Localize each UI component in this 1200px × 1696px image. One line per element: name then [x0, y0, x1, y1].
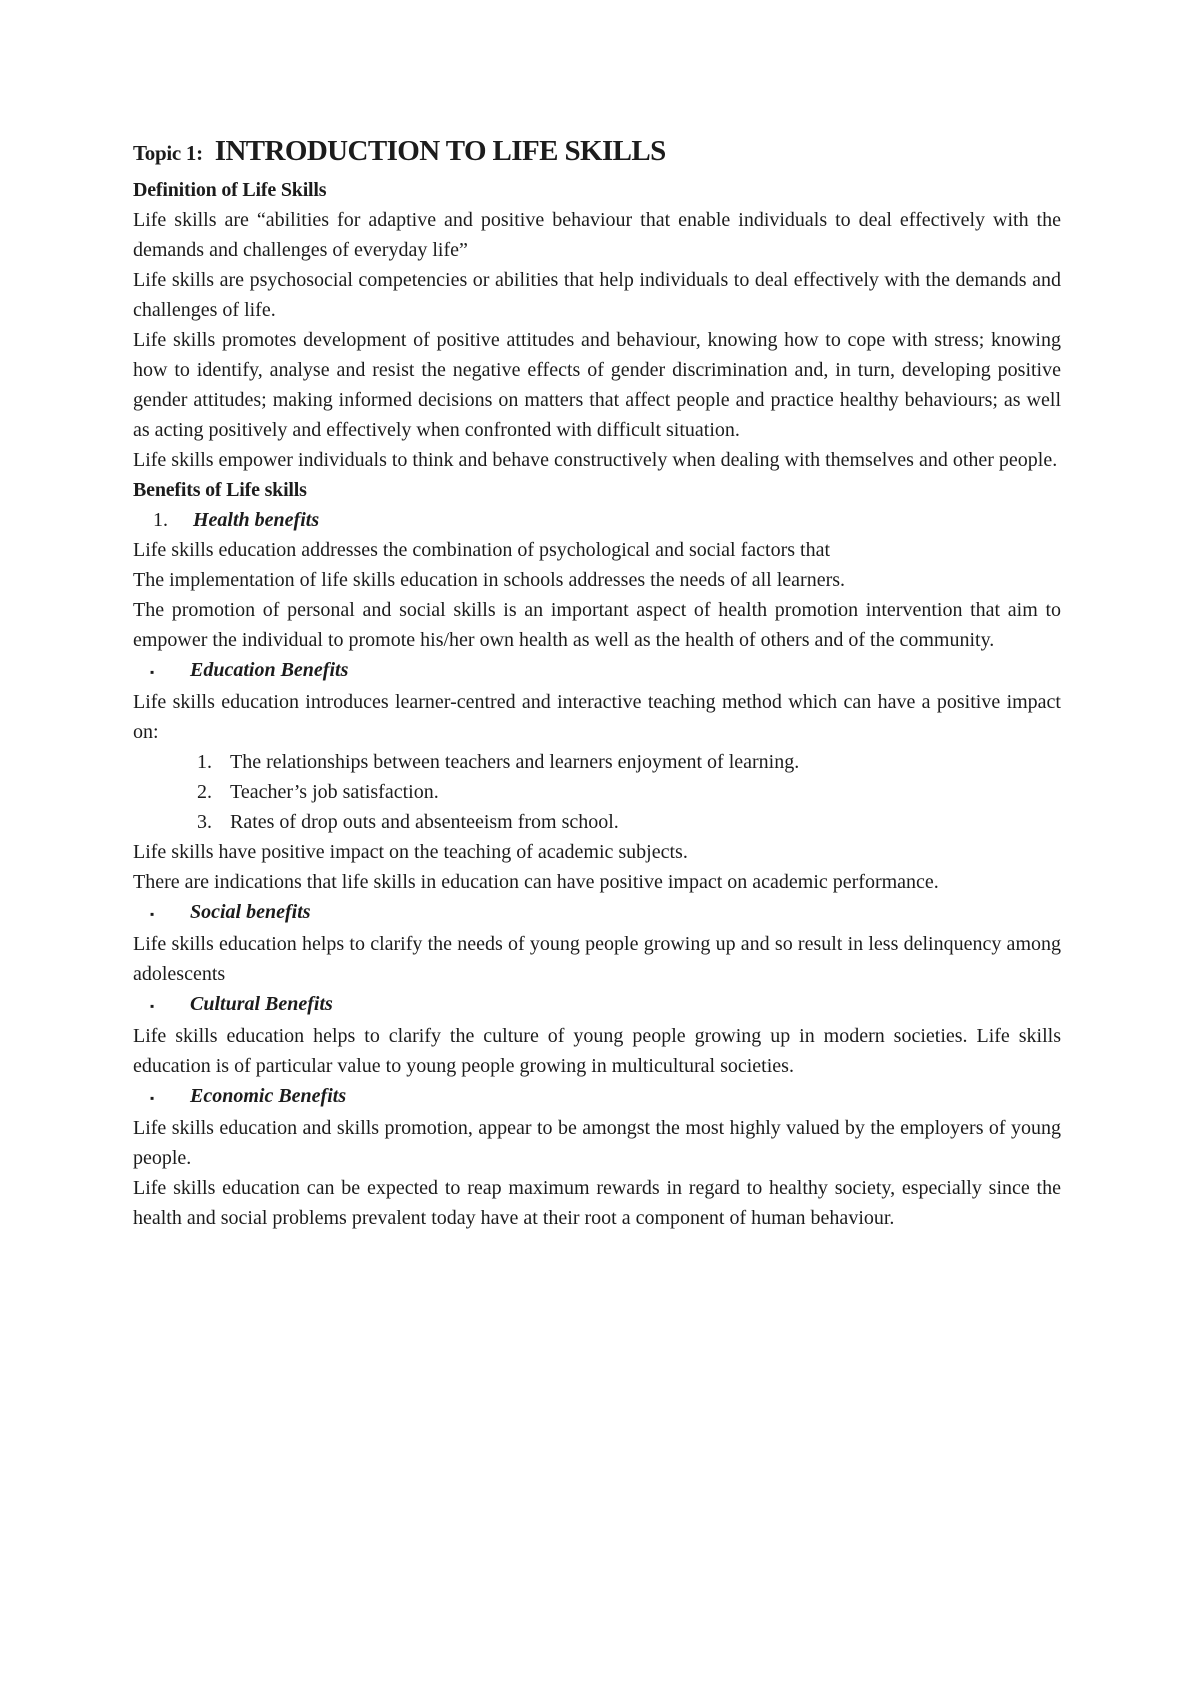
page-title: INTRODUCTION TO LIFE SKILLS — [214, 135, 666, 167]
list-number: 3. — [197, 811, 212, 833]
paragraph: Life skills education helps to clarify the culture of young people growing up in modern societies. Life skills education is of particular value to young people growing in multicultural societies. — [133, 1025, 1061, 1077]
list-number: 1. — [197, 751, 212, 773]
document-title-line — [133, 130, 1061, 175]
paragraph: Life skills education introduces learner-centred and interactive teaching method which can have a positive impact on: — [133, 691, 1061, 743]
bullet-item-label: Social benefits — [190, 901, 311, 923]
list-item-text: The relationships between teachers and learners enjoyment of learning. — [230, 751, 800, 773]
topic-label: Topic 1: — [133, 141, 203, 165]
bullet-item-education-benefits — [133, 655, 1061, 687]
paragraph: Life skills have positive impact on the teaching of academic subjects. — [133, 841, 688, 863]
list-item — [133, 747, 1061, 777]
bullet-item-label: Education Benefits — [190, 659, 349, 681]
bullet-item-label: Cultural Benefits — [190, 993, 333, 1015]
paragraph: Life skills education addresses the combination of psychological and social factors that — [133, 539, 831, 561]
bullet-icon: ▪ — [150, 907, 155, 921]
bullet-icon: ▪ — [150, 999, 155, 1013]
paragraph: Life skills are psychosocial competencies or abilities that help individuals to deal effectively with the demands and challenges of life. — [133, 269, 1061, 321]
list-item — [133, 777, 1061, 807]
list-number: 2. — [197, 781, 212, 803]
bullet-item-label: Economic Benefits — [190, 1085, 347, 1107]
paragraph: Life skills are “abilities for adaptive and positive behaviour that enable individuals to deal effectively with the demands and challenges of everyday life” — [133, 209, 1061, 261]
bullet-item-social-benefits — [133, 897, 1061, 929]
bullet-item-cultural-benefits — [133, 989, 1061, 1021]
paragraph: There are indications that life skills in education can have positive impact on academic performance. — [133, 871, 939, 893]
paragraph: Life skills promotes development of positive attitudes and behaviour, knowing how to cope with stress; knowing how to identify, analyse and resist the negative effects of gender discrimination and, in turn, developing positive gender attitudes; making informed decisions on matters that affect people and practice healthy behaviours; as well as acting positively and effectively when confronted with difficult situation. — [133, 329, 1061, 441]
list-item-text: Teacher’s job satisfaction. — [230, 781, 439, 803]
bullet-icon: ▪ — [150, 1091, 155, 1105]
paragraph: Life skills empower individuals to think and behave constructively when dealing with themselves and other people. — [133, 449, 1058, 471]
paragraph: Life skills education can be expected to reap maximum rewards in regard to healthy society, especially since the health and social problems prevalent today have at their root a component of human behaviour. — [133, 1177, 1061, 1229]
paragraph: Life skills education helps to clarify the needs of young people growing up and so result in less delinquency among adolescents — [133, 933, 1061, 985]
section-heading-definition: Definition of Life Skills — [133, 179, 327, 201]
paragraph: The promotion of personal and social skills is an important aspect of health promotion intervention that aim to empower the individual to promote his/her own health as well as the health of others and of the community. — [133, 599, 1061, 651]
list-item-health-benefits — [133, 505, 1061, 535]
bullet-item-economic-benefits — [133, 1081, 1061, 1113]
paragraph: The implementation of life skills education in schools addresses the needs of all learners. — [133, 569, 846, 591]
list-number: 1. — [153, 509, 168, 531]
list-item-text: Rates of drop outs and absenteeism from school. — [230, 811, 619, 833]
list-item — [133, 807, 1061, 837]
section-heading-benefits: Benefits of Life skills — [133, 479, 307, 501]
bullet-icon: ▪ — [150, 665, 155, 679]
list-item-label: Health benefits — [193, 509, 320, 531]
paragraph: Life skills education and skills promotion, appear to be amongst the most highly valued by the employers of young people. — [133, 1117, 1061, 1169]
